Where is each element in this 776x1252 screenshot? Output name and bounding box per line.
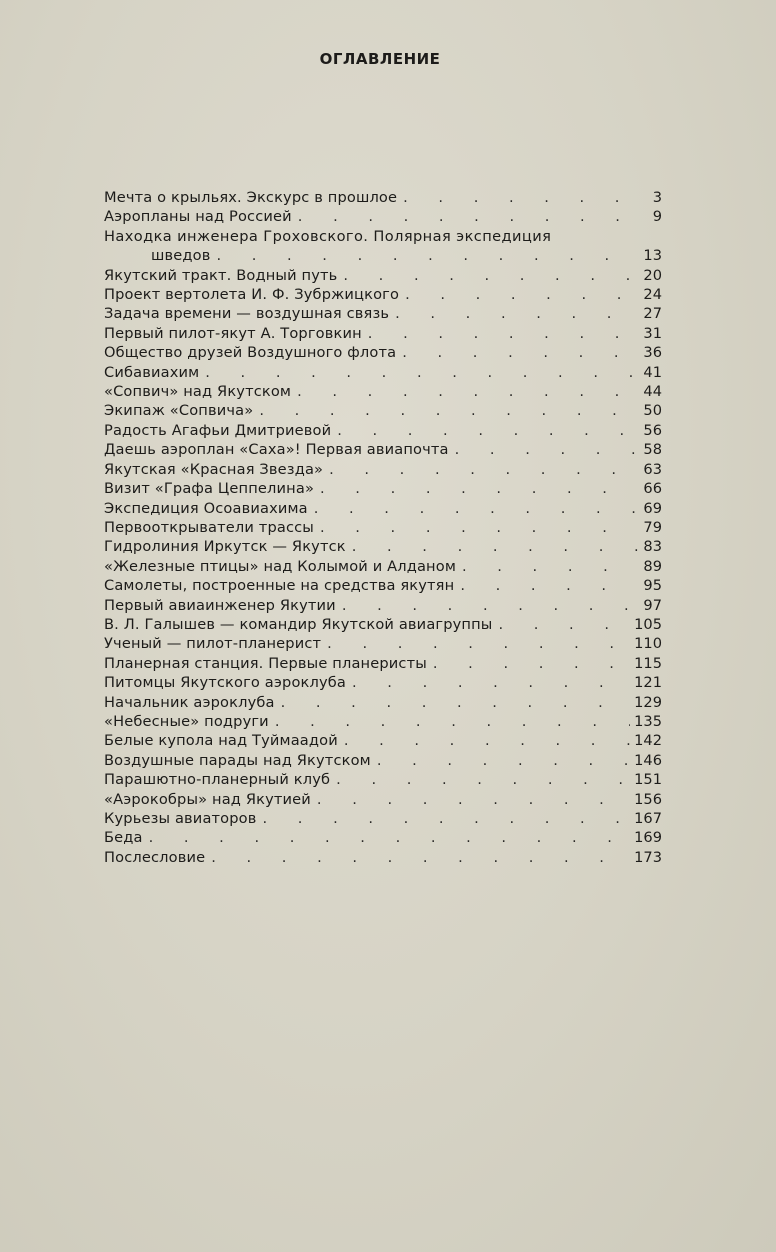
- dot-leader: [281, 693, 631, 712]
- toc-entry-page-number: 135: [634, 712, 662, 730]
- dot-leader: [329, 460, 638, 479]
- toc-entry: [104, 596, 662, 615]
- toc-entry-page-number: 151: [634, 771, 662, 789]
- toc-entry: [104, 848, 662, 867]
- toc-entry-page-number: 56: [643, 421, 662, 439]
- dot-leader: [352, 537, 638, 556]
- toc-entry-page-number: 105: [634, 615, 662, 633]
- page-title: ОГЛАВЛЕНИЕ: [319, 50, 441, 68]
- dot-leader: [317, 790, 630, 809]
- toc-entry-title: Визит «Графа Цеппелина»: [104, 480, 315, 498]
- dot-leader: [216, 246, 638, 265]
- toc-entry-page-number: 9: [652, 208, 662, 226]
- toc-entry-title: Сибавиахим: [104, 363, 200, 381]
- toc-entry-title: Питомцы Якутского аэроклуба: [104, 674, 347, 692]
- toc-entry: [104, 401, 662, 420]
- toc-entry-title: Первый пилот-якут А. Торговкин: [104, 324, 362, 342]
- dot-leader: [149, 828, 631, 847]
- dot-leader: [402, 343, 638, 362]
- toc-entry-title-continued: шведов: [151, 247, 211, 265]
- toc-entry: [104, 770, 662, 789]
- toc-entry-title: Начальник аэроклуба: [104, 693, 275, 711]
- toc-entry-title: В. Л. Галышев — командир Якутской авиагруппы: [104, 615, 493, 633]
- toc-entry-title: Якутская «Красная Звезда»: [104, 460, 324, 478]
- toc-entry: [104, 809, 662, 828]
- toc-entry: [104, 207, 662, 226]
- toc-entry-title: Первый авиаинженер Якутии: [104, 596, 336, 614]
- toc-entry-title: «Железные птицы» над Колымой и Алданом: [104, 557, 456, 575]
- toc-entry: [104, 537, 662, 556]
- toc-entry: [104, 576, 662, 595]
- dot-leader: [462, 557, 638, 576]
- toc-entry-title: Мечта о крыльях. Экскурс в прошлое: [104, 189, 398, 206]
- toc-entry: [104, 693, 662, 712]
- toc-entry: [104, 615, 662, 634]
- dot-leader: [344, 731, 630, 750]
- toc-entry: [104, 227, 662, 266]
- toc-entry-page-number: 41: [643, 363, 662, 381]
- toc-entry: [104, 440, 662, 459]
- toc-entry-page-number: 156: [634, 790, 662, 808]
- toc-entry-page-number: 27: [643, 305, 662, 323]
- toc-entry-page-number: 31: [643, 324, 662, 342]
- toc-entry-title: Аэропланы над Россией: [104, 208, 292, 226]
- toc-entry-page-number: 13: [643, 247, 662, 265]
- toc-entry-title: Радость Агафьи Дмитриевой: [104, 421, 332, 439]
- dot-leader: [320, 479, 638, 498]
- toc-entry-page-number: 169: [634, 829, 662, 847]
- toc-entry-page-number: 3: [652, 189, 662, 206]
- toc-entry-page-number: 36: [643, 344, 662, 362]
- dot-leader: [460, 576, 638, 595]
- toc-entry: [104, 343, 662, 362]
- toc-entry: [104, 304, 662, 323]
- toc-entry-title: Воздушные парады над Якутском: [104, 751, 371, 769]
- toc-entry-page-number: 97: [643, 596, 662, 614]
- toc-entry-page-number: 44: [643, 383, 662, 401]
- toc-entry-title: Задача времени — воздушная связь: [104, 305, 390, 323]
- toc-entry-title: Якутский тракт. Водный путь: [104, 266, 338, 284]
- toc-entry-title: Гидролиния Иркутск — Якутск: [104, 538, 346, 556]
- dot-leader: [211, 848, 630, 867]
- toc-entry-title: Парашютно-планерный клуб: [104, 771, 331, 789]
- toc-entry: [104, 654, 662, 673]
- dot-leader: [342, 596, 638, 615]
- toc-entry-page-number: 142: [634, 732, 662, 750]
- toc-entry-page-number: 89: [643, 557, 662, 575]
- dot-leader: [405, 285, 638, 304]
- toc-entry-title: Общество друзей Воздушного флота: [104, 344, 397, 362]
- toc-entry: [104, 324, 662, 343]
- toc-entry-page-number: 129: [634, 693, 662, 711]
- toc-entry: [104, 731, 662, 750]
- toc-entry-page-number: 66: [643, 480, 662, 498]
- toc-entry: [104, 363, 662, 382]
- toc-entry: [104, 382, 662, 401]
- toc-entry: [104, 518, 662, 537]
- toc-entry-title: «Небесные» подруги: [104, 712, 269, 730]
- dot-leader: [377, 751, 630, 770]
- toc-entry-title: «Аэрокобры» над Якутией: [104, 790, 311, 808]
- toc-entry-title: Даешь аэроплан «Саха»! Первая авиапочта: [104, 441, 449, 459]
- toc-entry-title: Планерная станция. Первые планеристы: [104, 654, 427, 672]
- dot-leader: [297, 382, 638, 401]
- dot-leader: [336, 770, 630, 789]
- dot-leader: [259, 401, 638, 420]
- toc-entry-page-number: 79: [643, 518, 662, 536]
- toc-entry-title: Находка инженера Гроховского. Полярная экспедиция: [104, 227, 552, 245]
- toc-entry-page-number: 173: [634, 848, 662, 866]
- toc-entry: [104, 790, 662, 809]
- dot-leader: [343, 266, 638, 285]
- toc-entry: [104, 634, 662, 653]
- dot-leader: [298, 207, 638, 226]
- toc-entry: [104, 712, 662, 731]
- toc-entry-title: Ученый — пилот-планерист: [104, 635, 322, 653]
- toc-entry-title: Курьезы авиаторов: [104, 810, 257, 827]
- toc-entry: [104, 828, 662, 847]
- toc-entry-title: Послесловие: [104, 848, 206, 866]
- toc-entry: [104, 460, 662, 479]
- toc-entry-title: Самолеты, построенные на средства якутян: [104, 577, 455, 595]
- table-of-contents: [104, 188, 662, 867]
- dot-leader: [455, 440, 638, 459]
- toc-entry-page-number: 50: [643, 402, 662, 420]
- toc-entry-title: Беда: [104, 829, 143, 847]
- toc-entry-page-number: 146: [634, 751, 662, 769]
- toc-entry: [104, 421, 662, 440]
- toc-entry: [104, 266, 662, 285]
- dot-leader: [327, 634, 630, 653]
- toc-entry-page-number: 83: [643, 538, 662, 556]
- toc-entry-title: Экипаж «Сопвича»: [104, 402, 254, 420]
- toc-entry-title: Проект вертолета И. Ф. Зубржицкого: [104, 286, 400, 304]
- dot-leader: [395, 304, 638, 323]
- toc-entry-page-number: 121: [634, 674, 662, 692]
- dot-leader: [275, 712, 630, 731]
- toc-entry-page-number: 69: [643, 499, 662, 517]
- dot-leader: [314, 499, 638, 518]
- toc-entry: [104, 557, 662, 576]
- dot-leader: [205, 363, 638, 382]
- toc-entry-page-number: 24: [643, 286, 662, 304]
- toc-entry-page-number: 115: [634, 654, 662, 672]
- toc-entry: [104, 751, 662, 770]
- toc-entry-page-number: 110: [634, 635, 662, 653]
- toc-entry: [104, 285, 662, 304]
- dot-leader: [263, 809, 631, 828]
- dot-leader: [320, 518, 638, 537]
- dot-leader: [403, 188, 638, 207]
- toc-entry: [104, 499, 662, 518]
- toc-entry-page-number: 20: [643, 266, 662, 284]
- dot-leader: [368, 324, 638, 343]
- toc-entry: [104, 673, 662, 692]
- toc-entry-title: Первооткрыватели трассы: [104, 518, 314, 536]
- toc-entry-title: «Сопвич» над Якутском: [104, 383, 292, 401]
- toc-entry-title: Экспедиция Осоавиахима: [104, 499, 308, 517]
- toc-entry: [104, 479, 662, 498]
- dot-leader: [337, 421, 638, 440]
- dot-leader: [433, 654, 630, 673]
- toc-entry-page-number: 95: [643, 577, 662, 595]
- toc-entry-page-number: 167: [634, 810, 662, 827]
- dot-leader: [352, 673, 630, 692]
- toc-entry-title: Белые купола над Туймаадой: [104, 732, 338, 750]
- toc-entry-page-number: 58: [643, 441, 662, 459]
- toc-entry: [104, 188, 662, 207]
- toc-entry-page-number: 63: [643, 460, 662, 478]
- dot-leader: [498, 615, 630, 634]
